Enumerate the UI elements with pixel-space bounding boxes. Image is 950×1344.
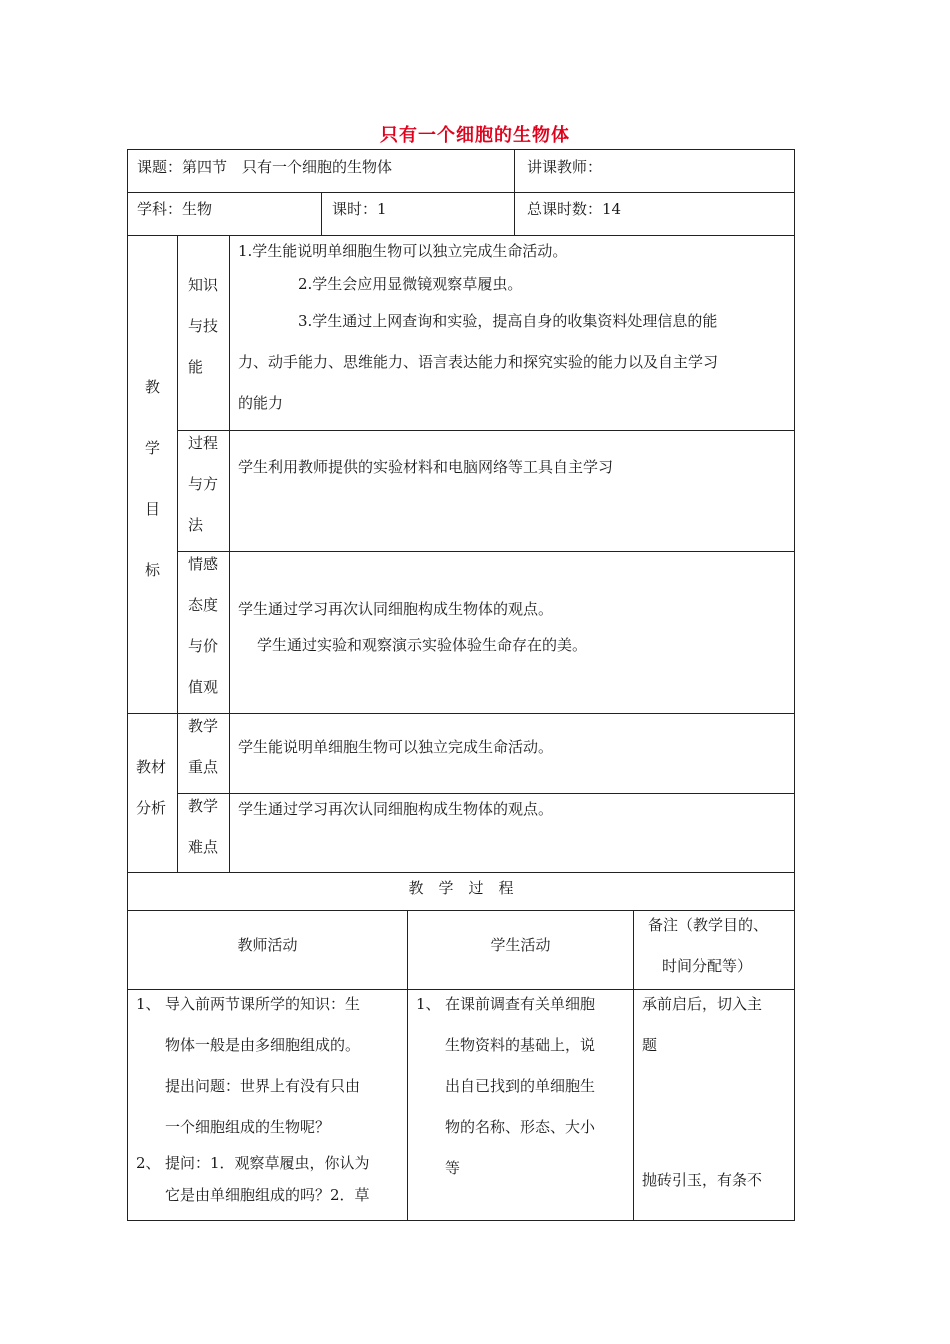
lesson-title: 课题：第四节 只有一个细胞的生物体 xyxy=(137,158,393,176)
objectives-section-label: 教 学 目 标 xyxy=(145,378,161,579)
knowledge-line-4: 力、动手能力、思维能力、语言表达能力和探究实验的能力以及自主学习 xyxy=(238,353,719,371)
knowledge-line-1: 1.学生能说明单细胞生物可以独立完成生命活动。 xyxy=(238,242,568,260)
process-title-cell xyxy=(127,872,795,910)
key-content-cell xyxy=(229,713,795,793)
emotion-label: 情感 态度 与价 值观 xyxy=(188,555,219,696)
student-activity-label: 学生活动 xyxy=(490,936,551,954)
knowledge-line-3: 3.学生通过上网查询和实验，提高自身的收集资料处理信息的能 xyxy=(298,312,718,330)
teacher-line-5: 提问：1．观察草履虫，你认为 xyxy=(165,1154,370,1172)
total-hours-label: 总课时数：14 xyxy=(527,200,622,218)
student-item-number-1: 1、 xyxy=(416,995,441,1013)
process-content-cell xyxy=(229,430,795,551)
emotion-line-1: 学生通过学习再次认同细胞构成生物体的观点。 xyxy=(238,600,554,618)
student-activity-cell xyxy=(407,989,633,1221)
teacher-label: 讲课教师： xyxy=(527,158,603,176)
difficulty-label: 教学 难点 xyxy=(188,797,219,856)
student-line-4: 物的名称、形态、大小 xyxy=(445,1118,596,1136)
key-label: 教学 重点 xyxy=(188,717,219,776)
process-label: 过程 与方 法 xyxy=(188,434,219,534)
knowledge-label-cell xyxy=(177,235,229,430)
notes-label-line-1: 备注（教学目的、 xyxy=(648,916,769,934)
analysis-section-label: 教材 分析 xyxy=(136,758,167,817)
teacher-activity-label: 教师活动 xyxy=(237,936,298,954)
knowledge-label: 知识 与技 能 xyxy=(188,276,219,376)
emotion-label-cell xyxy=(177,551,229,713)
notes-header xyxy=(633,910,795,989)
notes-cell xyxy=(633,989,795,1221)
difficulty-text: 学生通过学习再次认同细胞构成生物体的观点。 xyxy=(238,800,554,818)
knowledge-line-5: 的能力 xyxy=(238,394,284,412)
teacher-line-6: 它是由单细胞组成的吗？2．草 xyxy=(165,1186,370,1204)
teacher-line-1: 导入前两节课所学的知识：生 xyxy=(165,995,361,1013)
student-activity-header xyxy=(407,910,633,989)
teacher-line-4: 一个细胞组成的生物呢？ xyxy=(165,1118,331,1136)
key-text: 学生能说明单细胞生物可以独立完成生命活动。 xyxy=(238,738,554,756)
cell-hours xyxy=(321,192,514,235)
difficulty-label-cell xyxy=(177,793,229,872)
student-line-1: 在课前调查有关单细胞 xyxy=(445,995,596,1013)
key-label-cell xyxy=(177,713,229,793)
teacher-activity-header xyxy=(127,910,407,989)
subject-label: 学科：生物 xyxy=(137,200,213,218)
objectives-section-cell xyxy=(127,235,177,713)
teacher-item-number-2: 2、 xyxy=(136,1154,161,1172)
student-line-2: 生物资料的基础上，说 xyxy=(445,1036,596,1054)
process-title: 教 学 过 程 xyxy=(408,879,514,897)
notes-line-3: 抛砖引玉，有条不 xyxy=(642,1171,763,1189)
teacher-line-2: 物体一般是由多细胞组成的。 xyxy=(165,1036,361,1054)
teacher-line-3: 提出问题：世界上有没有只由 xyxy=(165,1077,361,1095)
emotion-content-cell xyxy=(229,551,795,713)
difficulty-content-cell xyxy=(229,793,795,872)
process-label-cell xyxy=(177,430,229,551)
teacher-activity-cell xyxy=(127,989,407,1221)
document-title: 只有一个细胞的生物体 xyxy=(380,125,570,146)
cell-lesson xyxy=(127,149,514,192)
knowledge-content-cell xyxy=(229,235,795,430)
student-line-3: 出自已找到的单细胞生 xyxy=(445,1077,596,1095)
hours-label: 课时：1 xyxy=(332,200,387,218)
process-text: 学生利用教师提供的实验材料和电脑网络等工具自主学习 xyxy=(238,458,614,476)
cell-subject xyxy=(127,192,321,235)
knowledge-line-2: 2.学生会应用显微镜观察草履虫。 xyxy=(298,275,523,293)
cell-teacher xyxy=(514,149,795,192)
notes-line-2: 题 xyxy=(642,1036,658,1054)
emotion-line-2: 学生通过实验和观察演示实验体验生命存在的美。 xyxy=(257,636,588,654)
notes-line-1: 承前启后，切入主 xyxy=(642,995,763,1013)
notes-label-line-2: 时间分配等） xyxy=(662,957,753,975)
student-line-5: 等 xyxy=(445,1159,461,1177)
analysis-section-cell xyxy=(127,713,177,872)
cell-total-hours xyxy=(514,192,795,235)
teacher-item-number-1: 1、 xyxy=(136,995,161,1013)
